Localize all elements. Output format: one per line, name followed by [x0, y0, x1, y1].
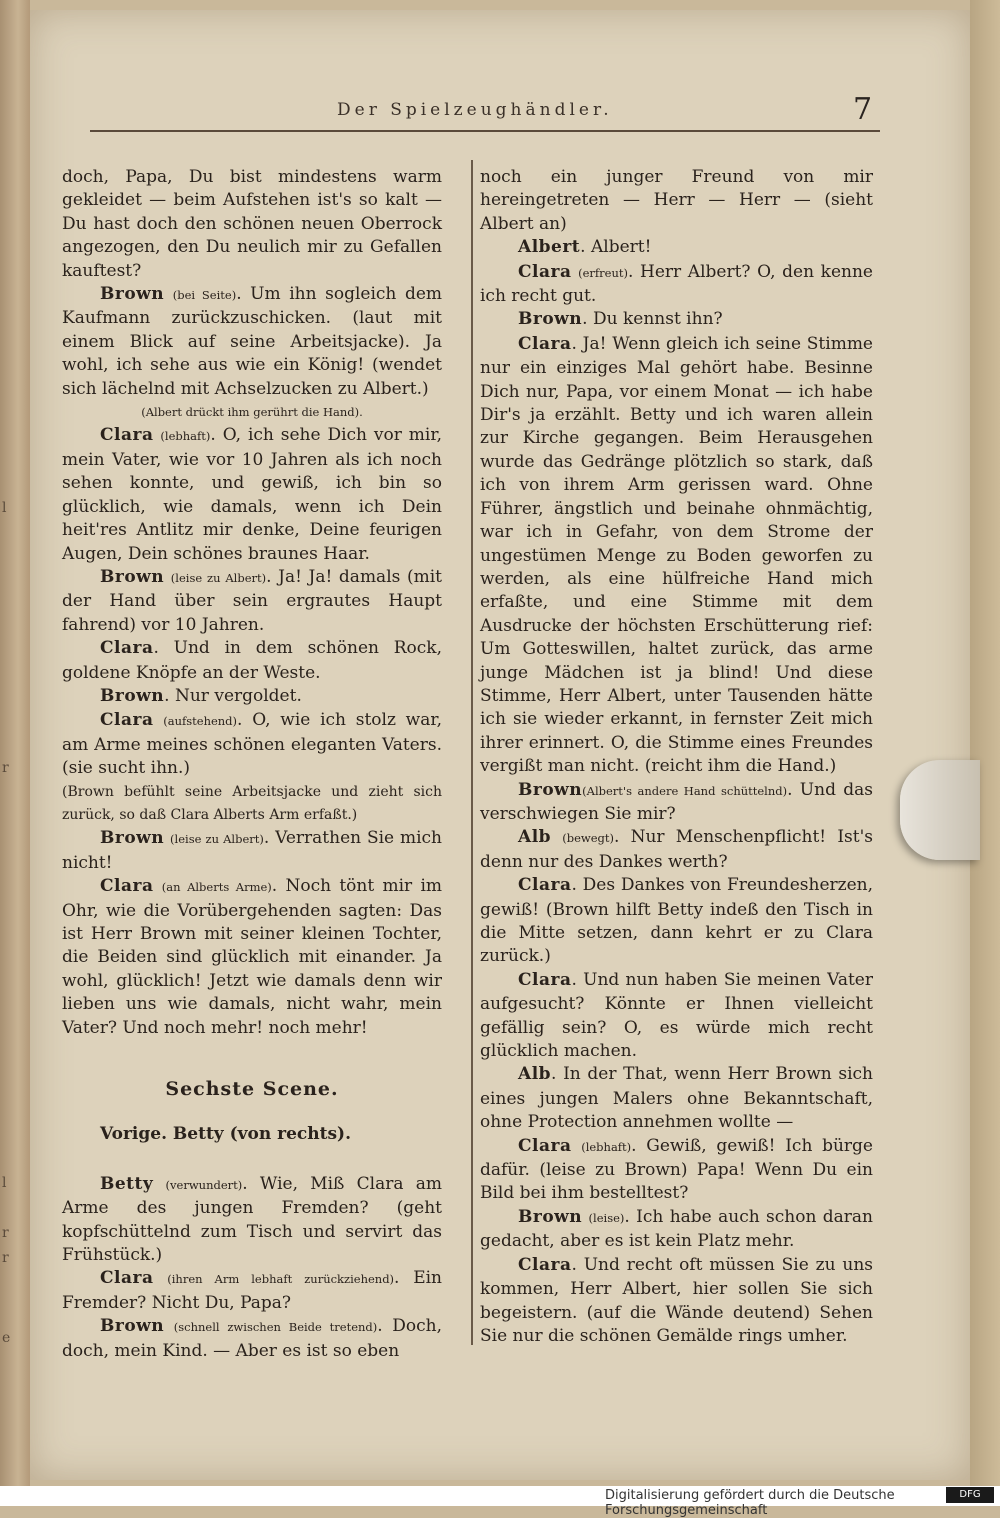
speaker-name: Brown	[518, 309, 583, 330]
gutter-letter: e	[2, 1330, 11, 1346]
dialogue-line	[62, 1173, 442, 1268]
dialogue-line	[480, 874, 873, 969]
dialogue-line	[62, 685, 442, 709]
speaker-name: Clara	[518, 969, 572, 990]
speaker-name: Brown	[100, 284, 165, 305]
stage-direction: (schnell zwischen Beide tretend)	[173, 1320, 378, 1335]
gutter-letter: r	[2, 1250, 9, 1266]
dialogue-line	[62, 827, 442, 875]
dialogue-line	[480, 236, 873, 260]
dialogue-text: . O, wie ich stolz war, am Arme meines schönen eleganten Vaters. (sie sucht ihn.)	[62, 710, 442, 779]
dialogue-text: . Doch, doch, mein Kind. — Aber es ist so eben	[62, 1316, 442, 1361]
dialogue-line	[62, 1267, 442, 1315]
page-number: 7	[853, 92, 873, 127]
speaker-name: Clara	[518, 261, 572, 282]
dialogue-line	[62, 875, 442, 1040]
dialogue-line	[480, 261, 873, 309]
right-column	[480, 166, 873, 1348]
gutter-letter: r	[2, 760, 9, 776]
dialogue-text: . Ja! Wenn gleich ich seine Stimme nur ein einziges Mal gehört habe. Besinne Dich nur, Papa, vor einem Monat — ich habe Dir's ja erzählt. Betty und ich waren allein zur Kirche gegangen. Beim Herausgehen wurde das Gedränge plötzlich so stark, daß ich von ihrem Arm gerissen ward. Ohne Führer, ängstlich und beinahe ohnmächtig, war ich in Gefahr, von dem Strome der ungestümen Menge zu Boden geworfen zu werden, als eine hülfreiche Hand mich erfaßte, und eine Stimme mit dem Ausdrucke der höchsten Erschütterung rief: Um Gotteswillen, haltet zurück, das arme junge Mädchen ist ja blind! Und diese Stimme, Herr Albert, unter Tausenden hätte ich sie wieder erkannt, in fernster Zeit mich ihrer erinnert. O, die Stimme eines Freundes vergißt man nicht. (reicht ihm die Hand.)	[480, 333, 873, 777]
dialogue-text: . Und nun haben Sie meinen Vater aufgesucht? Könnte er Ihnen vielleicht gefällig sein? O, es würde mich recht glücklich machen.	[480, 969, 873, 1062]
stage-direction: (erfreut)	[578, 265, 628, 280]
dialogue-text: . Wie, Miß Clara am Arme des jungen Fremden? (geht kopfschüttelnd zum Tisch und servirt das Frühstück.)	[62, 1173, 443, 1266]
speaker-name: Brown	[100, 828, 165, 849]
gutter-letter: l	[2, 1175, 7, 1191]
dialogue-line	[62, 637, 442, 685]
left-column	[62, 166, 442, 1363]
speaker-name: Clara	[518, 875, 572, 896]
right-page-edge	[970, 0, 1000, 1490]
speaker-name: Betty	[100, 1173, 154, 1194]
header-rule	[90, 130, 880, 132]
speaker-name: Clara	[100, 425, 154, 446]
speaker-name: Clara	[100, 876, 154, 897]
stage-direction: (Albert's andere Hand schüttelnd)	[582, 783, 788, 798]
speaker-name: Albert	[518, 237, 581, 258]
cast-line: Vorige. Betty (von rechts).	[100, 1124, 352, 1145]
speaker-name: Clara	[100, 1268, 154, 1289]
dialogue-line	[480, 1206, 873, 1254]
scene-heading: Sechste Scene.	[165, 1078, 339, 1101]
dialogue-line	[480, 1254, 873, 1349]
stage-direction: (bei Seite)	[172, 288, 237, 303]
dialogue-line	[62, 1315, 442, 1363]
dialogue-line	[62, 283, 442, 401]
speaker-name: Clara	[100, 638, 154, 659]
dialogue-text: . Noch tönt mir im Ohr, wie die Vorübergehenden sagten: Das ist Herr Brown mit seiner kleinen Tochter, die Beiden sind glücklich mit einander. Ja wohl, glücklich! Jetzt wie damals denn wir lieben uns wie damals, nicht wahr, mein Vater? Und noch mehr! noch mehr!	[62, 876, 443, 1038]
page-clip-bookmark	[900, 760, 980, 860]
dialogue-text: . Ich habe auch schon daran gedacht, aber es ist kein Platz mehr.	[480, 1206, 874, 1252]
running-header-title: Der Spielzeughändler.	[337, 100, 613, 120]
column-divider	[471, 160, 473, 1345]
dialogue-text: . Ein Fremder? Nicht Du, Papa?	[62, 1268, 443, 1313]
speaker-name: Alb	[518, 1064, 552, 1085]
dialogue-line	[480, 308, 873, 332]
stage-direction: (aufstehend)	[163, 714, 238, 729]
stage-direction: (leise zu Albert)	[170, 570, 267, 585]
dialogue-line	[480, 1063, 873, 1134]
digitization-credit: Digitalisierung gefördert durch die Deutsche Forschungsgemeinschaft	[605, 1488, 895, 1518]
dialogue-line	[480, 826, 873, 874]
stage-direction: (bewegt)	[562, 831, 615, 846]
speaker-name: Alb	[518, 827, 552, 848]
stage-direction: (an Alberts Arme)	[161, 880, 272, 895]
dialogue-text: . Um ihn sogleich dem Kaufmann zurückzuschicken. (laut mit einem Blick auf seine Arbeitsjacke). Ja wohl, ich sehe aus wie ein König! (wendet sich lächelnd mit Achselzucken zu Albert.)	[62, 284, 443, 399]
stage-direction: (lebhaft)	[160, 429, 211, 444]
stage-direction: (Albert drückt ihm gerührt die Hand).	[141, 405, 363, 420]
speaker-name: Brown	[518, 1206, 583, 1227]
stage-direction: (ihren Arm lebhaft zurückziehend)	[167, 1272, 395, 1287]
dialogue-text: . In der That, wenn Herr Brown sich eines jungen Malers ohne Bekanntschaft, ohne Protection annehmen wollte —	[480, 1064, 873, 1133]
dialogue-text: . Herr Albert? O, den kenne ich recht gut.	[480, 261, 873, 307]
stage-direction: (lebhaft)	[581, 1139, 632, 1154]
stage-direction: (leise zu Albert)	[170, 832, 264, 847]
dialogue-line	[62, 424, 442, 565]
dialogue-text: . Du kennst ihn?	[582, 309, 723, 330]
dialogue-text: . O, ich sehe Dich vor mir, mein Vater, wie vor 10 Jahren als ich noch sehen konnte, und gewiß, ich bin so glücklich, wie damals, wenn ich Dein heit'res Antlitz mir denke, Deine feurigen Augen, Dein schönes braunes Haar.	[62, 425, 443, 564]
speaker-name: Brown	[100, 685, 165, 706]
stage-direction: (verwundert)	[165, 1177, 243, 1192]
dialogue-line	[480, 779, 873, 827]
dialogue-text: . Und recht oft müssen Sie zu uns kommen, Herr Albert, hier sollen Sie sich begeistern. (auf die Wände deutend) Sehen Sie nur die schönen Gemälde rings umher.	[480, 1254, 873, 1346]
dialogue-text: . Und in dem schönen Rock, goldene Knöpfe an der Weste.	[62, 638, 442, 683]
dialogue-text: . Des Dankes von Freundesherzen, gewiß! (Brown hilft Betty indeß den Tisch in die Mitte setzen, dann kehrt er zu Clara zurück.)	[480, 875, 873, 967]
dialogue-text: . Albert!	[580, 237, 652, 258]
speaker-name: Clara	[518, 1135, 572, 1156]
dialogue-line	[480, 969, 873, 1064]
speaker-name: Brown	[100, 566, 165, 587]
gutter-letter: r	[2, 1225, 9, 1241]
dfg-logo: DFG	[946, 1487, 994, 1503]
speaker-name: Clara	[518, 333, 572, 354]
stage-direction: (leise)	[588, 1210, 625, 1225]
dialogue-text: . Nur Menschenpflicht! Ist's denn nur des Dankes werth?	[480, 827, 873, 872]
dialogue-text: . Nur vergoldet.	[164, 685, 302, 706]
dialogue-line	[480, 1135, 873, 1206]
dialogue-text: . Ja! Ja! damals (mit der Hand über sein ergrautes Haupt fahrend) vor 10 Jahren.	[62, 566, 442, 635]
paragraph: noch ein junger Freund von mir hereingetreten — Herr — Herr — (sieht Albert an)	[480, 167, 873, 234]
dialogue-text: . Und das verschwiegen Sie mir?	[480, 779, 873, 824]
gutter-letter: l	[2, 500, 7, 516]
stage-direction: (Brown befühlt seine Arbeitsjacke und zieht sich zurück, so daß Clara Alberts Arm erfaßt.)	[62, 783, 442, 823]
speaker-name: Brown	[518, 779, 583, 800]
paragraph: doch, Papa, Du bist mindestens warm gekleidet — beim Aufstehen ist's so kalt — Du hast doch den schönen neuen Oberrock angezogen, den Du neulich mir zu Gefallen kauftest?	[62, 167, 442, 281]
adjacent-page-edge	[0, 0, 30, 1506]
speaker-name: Brown	[100, 1316, 165, 1337]
dialogue-text: . Gewiß, gewiß! Ich bürge dafür. (leise zu Brown) Papa! Wenn Du ein Bild bei ihm bestelltest?	[480, 1135, 873, 1204]
dialogue-text: . Verrathen Sie mich nicht!	[62, 828, 443, 873]
dialogue-line	[480, 333, 873, 779]
dialogue-line	[62, 566, 442, 637]
speaker-name: Clara	[100, 710, 154, 731]
dialogue-line	[62, 709, 442, 780]
speaker-name: Clara	[518, 1254, 572, 1275]
